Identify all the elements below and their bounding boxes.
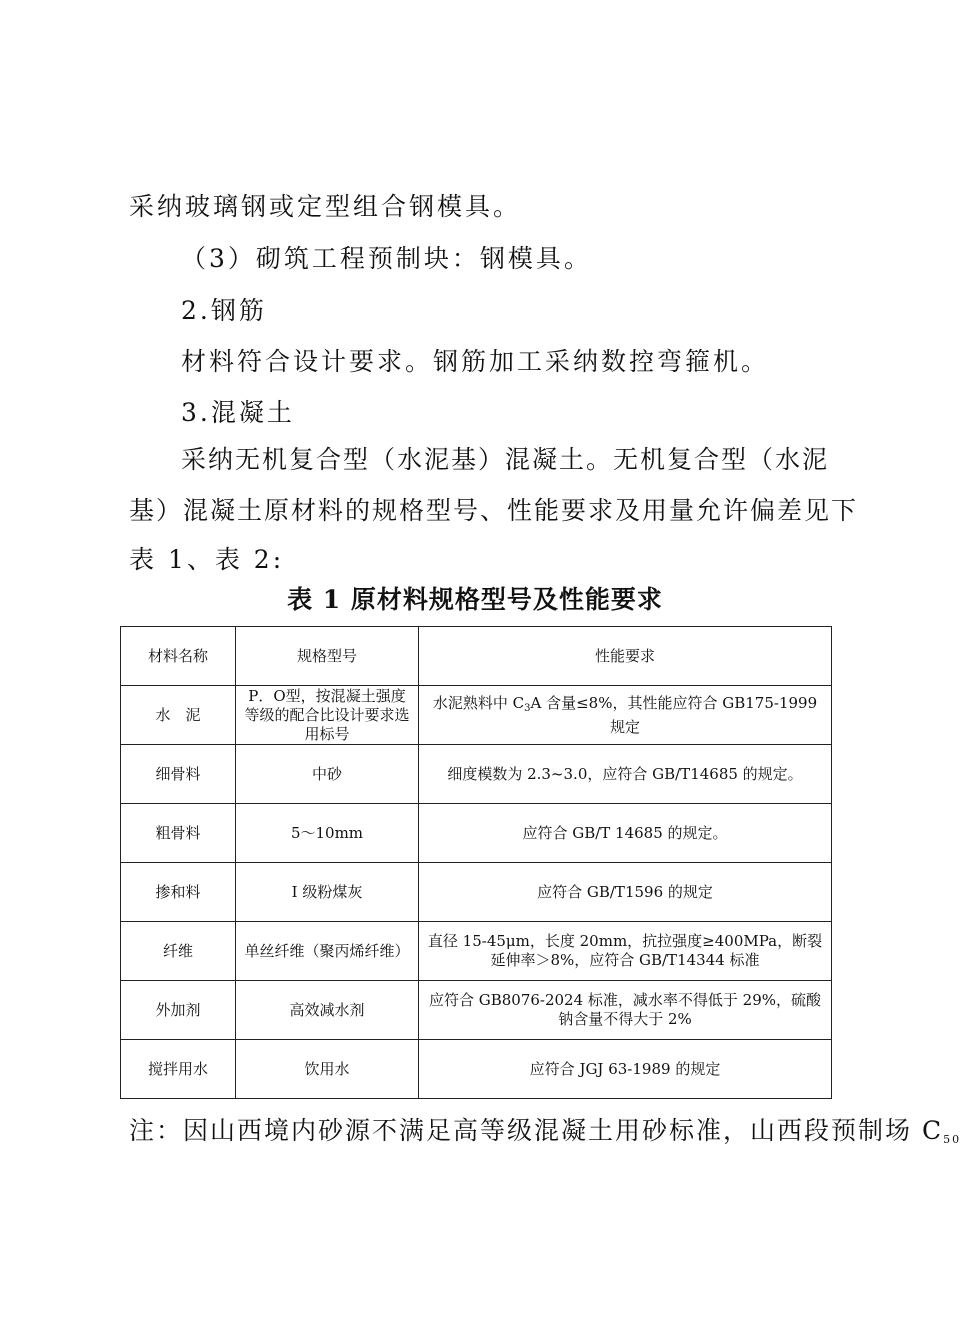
table-row <box>121 804 832 863</box>
materials-table <box>120 626 832 1099</box>
cell-requirement: 直径 15-45μm，长度 20mm，抗拉强度≥400MPa，断裂延伸率＞8%，应符合 GB/T14344 标准 <box>419 922 832 981</box>
cell-spec: I 级粉煤灰 <box>236 863 419 922</box>
table-row <box>121 1040 832 1099</box>
cell-requirement: 应符合 JGJ 63-1989 的规定 <box>419 1040 832 1099</box>
cell-name: 纤维 <box>121 922 236 981</box>
cell-name: 掺和料 <box>121 863 236 922</box>
note-text: 注：因山西境内砂源不满足高等级混凝土用砂标准，山西段预制场 C <box>129 1116 944 1145</box>
paragraph-4-line-2: 基）混凝土原材料的规格型号、性能要求及用量允许偏差见下 <box>129 496 859 525</box>
cell-name: 水 泥 <box>121 686 236 745</box>
table-row <box>121 863 832 922</box>
paragraph-4-line-1: 采纳无机复合型（水泥基）混凝土。无机复合型（水泥 <box>181 445 830 474</box>
cell-name: 细骨料 <box>121 745 236 804</box>
table-row <box>121 745 832 804</box>
table-title: 表 1 原材料规格型号及性能要求 <box>287 585 663 614</box>
table-row <box>121 981 832 1040</box>
req-subscript: 3 <box>524 702 531 714</box>
heading-rebar: 2.钢筋 <box>181 296 267 325</box>
cell-spec: 高效减水剂 <box>236 981 419 1040</box>
table-row <box>121 922 832 981</box>
cell-requirement: 应符合 GB/T 14685 的规定。 <box>419 804 832 863</box>
paragraph-4-line-3: 表 1、表 2: <box>129 545 285 574</box>
paragraph-1: 采纳玻璃钢或定型组合钢模具。 <box>129 192 522 221</box>
cell-requirement: 应符合 GB8076-2024 标准，减水率不得低于 29%，硫酸钠含量不得大于 2% <box>419 981 832 1040</box>
req-text-post: A 含量≤8%，其性能应符合 GB175-1999 规定 <box>530 693 818 736</box>
note-subscript: 50 <box>943 1133 961 1146</box>
header-material-name: 材料名称 <box>121 627 236 686</box>
cell-spec: 饮用水 <box>236 1040 419 1099</box>
table-note <box>129 1111 961 1147</box>
paragraph-3: 材料符合设计要求。钢筋加工采纳数控弯箍机。 <box>181 347 770 376</box>
cell-name: 搅拌用水 <box>121 1040 236 1099</box>
cell-spec: P．O型，按混凝土强度等级的配合比设计要求选用标号 <box>236 686 419 745</box>
cell-requirement: 细度模数为 2.3~3.0，应符合 GB/T14685 的规定。 <box>419 745 832 804</box>
req-text-pre: 水泥熟料中 C <box>432 693 525 712</box>
cell-spec: 中砂 <box>236 745 419 804</box>
cell-spec: 单丝纤维（聚丙烯纤维） <box>236 922 419 981</box>
cell-requirement: 应符合 GB/T1596 的规定 <box>419 863 832 922</box>
table-header-row <box>121 627 832 686</box>
cell-name: 粗骨料 <box>121 804 236 863</box>
cell-spec: 5～10mm <box>236 804 419 863</box>
heading-concrete: 3.混凝土 <box>181 398 295 427</box>
paragraph-2: （3）砌筑工程预制块：钢模具。 <box>181 244 592 273</box>
header-requirement: 性能要求 <box>419 627 832 686</box>
cell-name: 外加剂 <box>121 981 236 1040</box>
table-row <box>121 686 832 745</box>
cell-requirement <box>419 686 832 745</box>
header-spec: 规格型号 <box>236 627 419 686</box>
